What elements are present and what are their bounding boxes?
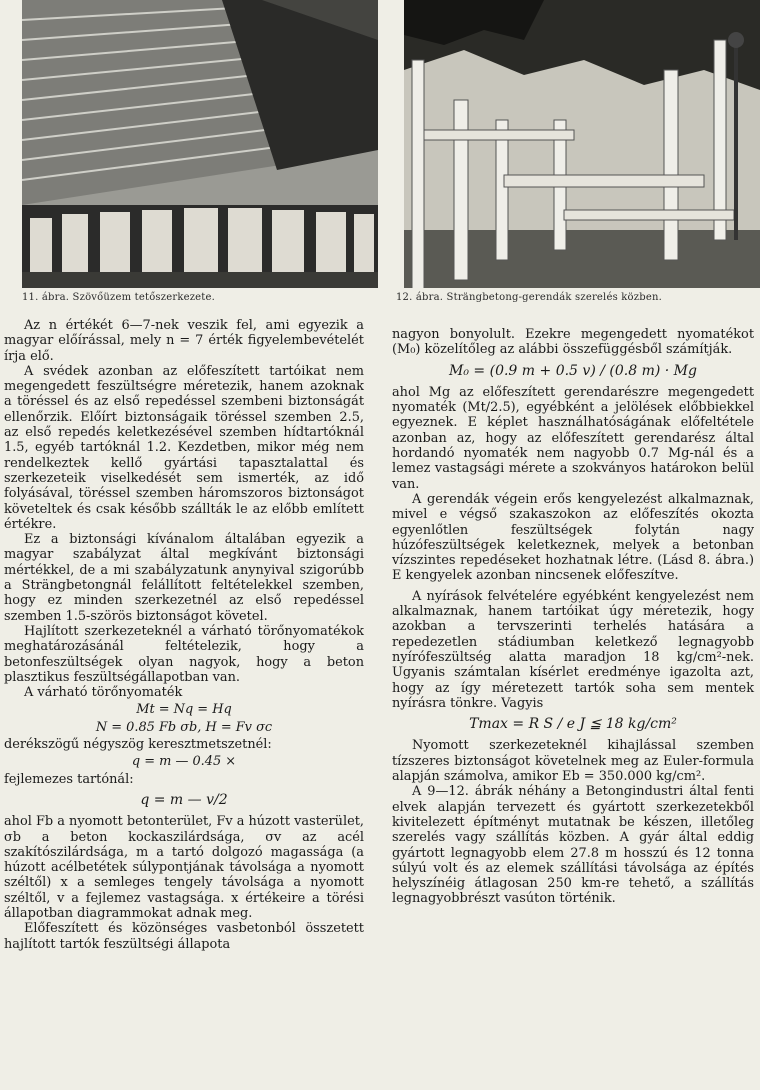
paragraph: A várható törőnyomaték xyxy=(24,685,183,701)
paragraph: fejlemezes tartónál: xyxy=(4,771,134,787)
paragraph: Ez a biztonsági kívánalom általában egyezik a magyar szabályzat által megkívánt biztonsági mértékkel, de a mi szabályzatunk anynyival szigorúbb a Strängbetongnál felállított feltételekkel szemben, hogy ez minden szerkezetnél az első repedéssel szemben 1.5-szörös biztonságot követel. xyxy=(4,532,364,624)
left-text-column xyxy=(4,318,364,1084)
formula-rectangular: q = m — 0.45 × xyxy=(131,754,237,770)
paragraph: nagyon bonyolult. Ezekre megengedett nyomatékot (M₀) közelítőleg az alábbi összefüggésből számítják. xyxy=(392,327,754,358)
formula-moment: Mt = Nq = Hq xyxy=(136,702,232,718)
paragraph: A nyírások felvételére egyébként kengyelezést nem alkalmaznak, hanem tartóikat úgy méretezik, hogy azokban a tervszerinti terhelés hatására a repedezetlen stádiumban keletkező legnagyobb nyírófeszültség alatta maradjon 18 kg/cm²-nek. Ugyanis számtalan kísérlet eredménye igazolta azt, hogy az így méretezett tartók soha sem mentek nyírásra tönkre. Vagyis xyxy=(392,588,754,711)
beam-assembly-photo xyxy=(404,0,760,288)
formula-allowable-moment: M₀ = (0.9 m + 0.5 v) / (0.8 m) · Mg xyxy=(449,362,697,379)
paragraph: ahol Fb a nyomott betonterület, Fv a húzott vasterület, σb a beton kockaszilárdsága, σv az acél szakítószilárdsága, m a tartó dolgozó magassága (a húzott acélbetétek súlypontjának távolsága a nyomott széltől) x a semleges tengely távolsága a nyomott széltől, v a fejlemez vastagsága. x értékeire a törési állapotban diagrammokat adnak meg. xyxy=(4,814,364,921)
figure-12-caption: 12. ábra. Strängbetong-gerendák szerelés közben. xyxy=(396,292,662,303)
figure-11-caption: 11. ábra. Szövőüzem tetőszerkezete. xyxy=(22,292,215,303)
paragraph: Előfeszített és közönséges vasbetonból összetett hajlított tartók feszültségi állapota xyxy=(4,921,364,952)
paragraph: A gerendák végein erős kengyelezést alkalmaznak, mivel e végső szakaszokon az előfeszítés okozta egyenlőtlen feszültségek folytán nagy húzófeszültségek keletkeznek, melyek a betonban vízszintes repedéseket hozhatnak létre. (Lásd 8. ábra.) E kengyelek azonban nincsenek előfeszítve. xyxy=(392,491,754,584)
paragraph: derékszögű négyszög keresztmetszetnél: xyxy=(4,737,272,753)
formula-flanged: q = m — v/2 xyxy=(140,791,228,808)
paragraph: Hajlított szerkezeteknél a várható törőnyomatékok meghatározásánál feltételezik, hogy a betonfeszültségek olyan nagyok, hogy a beton plasztikus feszültségállapotban van. xyxy=(4,623,364,685)
paragraph: ahol Mg az előfeszített gerendarészre megengedett nyomaték (Mt/2.5), egyébként a jelölések előbbiekkel egyeznek. E képlet használhatóságának előfeltétele azonban az, hogy az előfeszített gerendarész által hordandó nyomaték nem nagyobb 0.7 Mg-nál és a lemez vastagsági mérete a szokványos határokon belül van. xyxy=(392,384,754,492)
paragraph: A 9—12. ábrák néhány a Betongindustri által fenti elvek alapján tervezett és gyártott szerkezetekből kivitelezett építményt mutatnak be készen, illetőleg szerelés vagy szállítás közben. A gyár által eddig gyártott legnagyobb elem 27.8 m hosszú és 12 tonna súlyú volt és az elemek szállítási távolsága az építés helyszínéig átlagosan 250 km-re tehető, a szállítás legnagyobbrészt vasúton történik. xyxy=(392,784,754,907)
paragraph: Nyomott szerkezeteknél kihajlással szemben tízszeres biztonságot követelnek meg az Euler-formula alapján számolva, amikor Eb = 350.000 kg/cm². xyxy=(392,738,754,785)
paragraph: Az n értékét 6—7-nek veszik fel, ami egyezik a magyar előírással, mely n = 7 érték figyelembevételét írja elő. xyxy=(4,318,364,364)
roof-structure-photo xyxy=(22,0,378,288)
formula-forces: N = 0.85 Fb σb, H = Fv σc xyxy=(95,719,273,735)
paragraph: A svédek azonban az előfeszített tartóikat nem megengedett feszültségre méretezik, hanem azoknak a töréssel és az első repedéssel szembeni biztonságát ellenőrzik. Előírt biztonságaik töréssel szemben 2.5, az első repedés keletkezésével szemben hídtartóknál 1.5, egyéb tartóknál 1.2. Kezdetben, mikor még nem rendelkeztek kellő gyártási tapasztalattal és szerkezeteik viselkedését sem ismerték, az idő folyásával, töréssel szemben háromszoros biztonságot követeltek és csak később szállták le az előbb említett értékre. xyxy=(4,363,364,532)
formula-shear: Tmax = R S / e J ≦ 18 kg/cm² xyxy=(469,716,677,733)
right-text-column xyxy=(392,327,754,1084)
